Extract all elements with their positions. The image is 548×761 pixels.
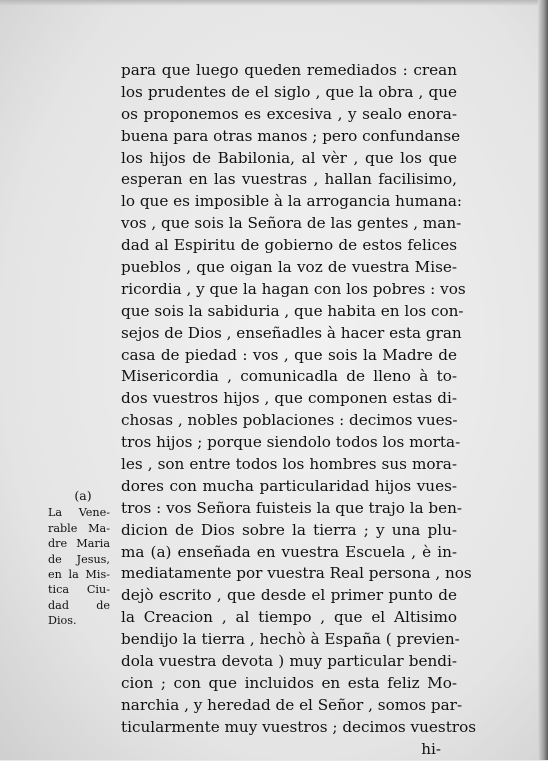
text-line: les , son entre todos los hombres sus mora- xyxy=(121,455,457,474)
note-line: rable Ma- xyxy=(48,521,110,535)
page-top-edge xyxy=(0,0,548,6)
text-line: que sois la sabiduria , que habita en los con- xyxy=(121,301,464,320)
note-line: Dios. xyxy=(48,614,77,628)
text-line: esperan en las vuestras , hallan facilisimo, xyxy=(121,170,457,189)
text-line: dores con mucha particularidad hijos vues- xyxy=(121,476,457,495)
text-line: pueblos , que oigan la voz de vuestra Mise- xyxy=(121,258,457,277)
text-line: os proponemos es excesiva , y sealo enora- xyxy=(121,104,457,123)
text-line: Misericordia , comunicadla de lleno à to- xyxy=(121,367,457,386)
text-line: narchia , y heredad de el Señor , somos par- xyxy=(121,695,463,714)
marginal-note xyxy=(48,488,110,629)
text-line: dad al Espiritu de gobierno de estos felices xyxy=(121,236,457,255)
text-line: dejò escrito , que desde el primer punto de xyxy=(121,586,457,605)
text-line: buena para otras manos ; pero confundanse xyxy=(121,126,461,145)
text-line: cion ; con que incluidos en esta feliz Mo- xyxy=(121,673,457,692)
note-line: dad de xyxy=(48,598,110,612)
text-line: chosas , nobles poblaciones : decimos vues- xyxy=(121,411,458,430)
note-line: tica Ciu- xyxy=(48,583,110,597)
text-line: para que luego queden remediados : crean xyxy=(121,61,457,79)
text-line: bendijo la tierra , hechò à España ( previen- xyxy=(121,630,460,649)
text-line: lo que es imposible à la arrogancia humana: xyxy=(121,192,463,211)
text-line: tros : vos Señora fuisteis la que trajo la ben- xyxy=(121,498,463,517)
note-line: La Vene- xyxy=(48,506,110,520)
note-reference-mark: (a) xyxy=(74,488,92,503)
text-line: ticularmente muy vuestros ; decimos vuestros xyxy=(121,717,477,736)
main-text-block xyxy=(121,60,477,761)
note-line: dre Maria xyxy=(48,537,110,551)
text-line: dola vuestra devota ) muy particular bendi- xyxy=(121,652,457,671)
text-line: mediatamente por vuestra Real persona , nos xyxy=(121,564,472,583)
text-line: dicion de Dios sobre la tierra ; y una plu- xyxy=(121,520,457,539)
text-line: vos , que sois la Señora de las gentes , man- xyxy=(121,214,462,233)
text-line: ma (a) enseñada en vuestra Escuela , è in- xyxy=(121,542,457,561)
text-line: la Creacion , al tiempo , que el Altisimo xyxy=(121,608,457,627)
text-line: los hijos de Babilonia, al vèr , que los que xyxy=(121,148,457,167)
text-line: los prudentes de el siglo , que la obra , que xyxy=(121,82,457,101)
text-line: dos vuestros hijos , que componen estas di- xyxy=(121,389,457,408)
text-line: ricordia , y que la hagan con los pobres : vos xyxy=(121,279,466,298)
note-line: en la Mis- xyxy=(48,567,110,581)
page-right-edge xyxy=(538,0,548,760)
text-line: tros hijos ; porque siendolo todos los morta- xyxy=(121,433,461,452)
text-line: casa de piedad : vos , que sois la Madre de xyxy=(121,345,457,364)
text-line: sejos de Dios , enseñadles à hacer esta gran xyxy=(121,323,462,342)
note-line: de Jesus, xyxy=(48,552,110,566)
catchword: hi- xyxy=(421,739,441,758)
